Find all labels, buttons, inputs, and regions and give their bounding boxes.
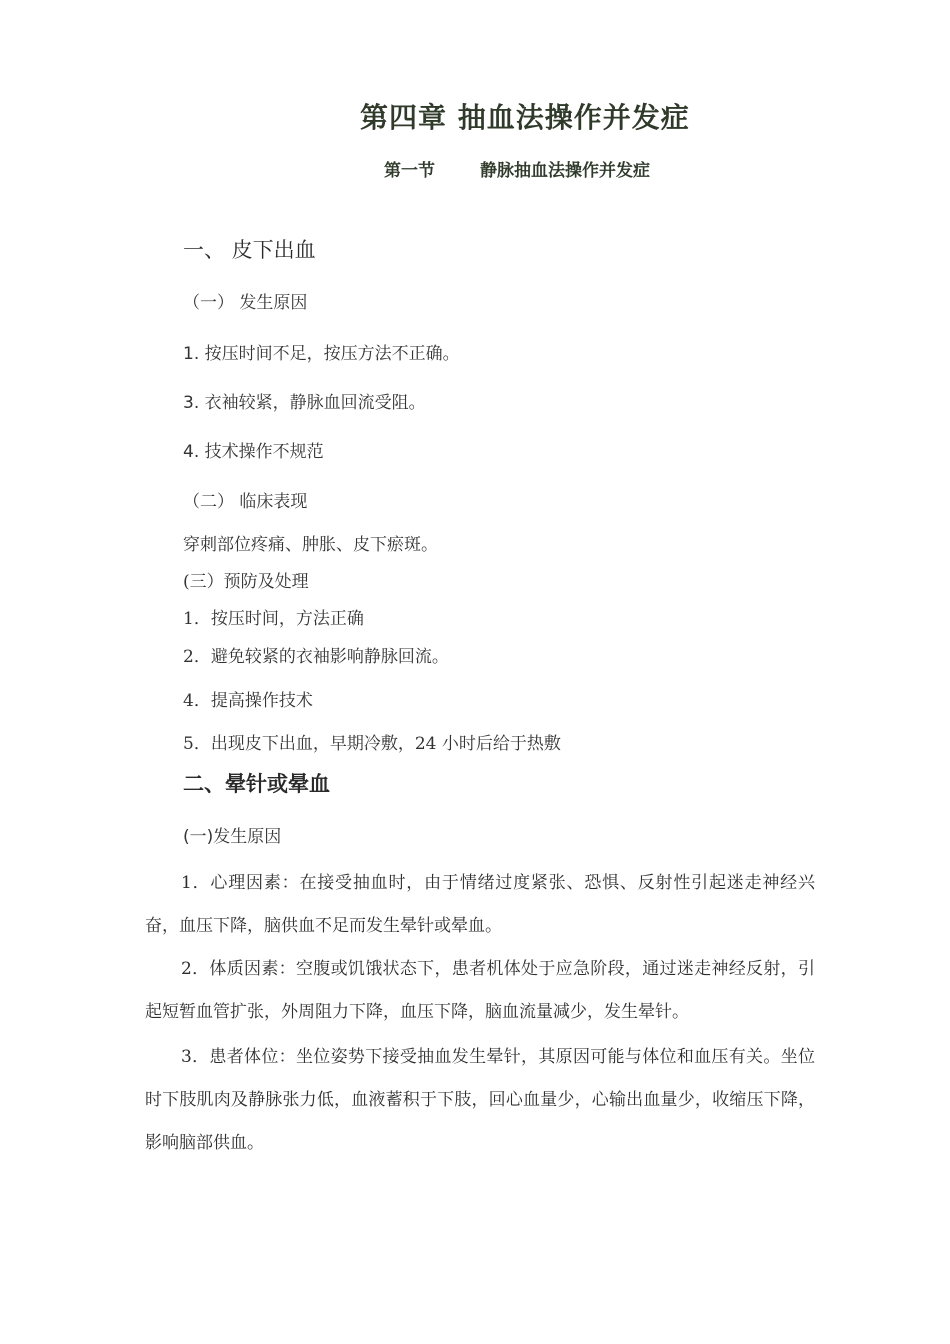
part1-prevention-item: 4．提高操作技术 <box>183 691 313 711</box>
part2-paragraph: 3．患者体位：坐位姿势下接受抽血发生晕针，其原因可能与体位和血压有关。坐位时下肢肌肉及静脉张力低，血液蓄积于下肢，回心血量少，心输出血量少，收缩压下降，影响脑部供血。 <box>145 1047 815 1153</box>
part1-causes-heading: （一） 发生原因 <box>183 293 308 313</box>
part2-causes-heading: (一)发生原因 <box>183 827 282 847</box>
part1-prevention-item: 2．避免较紧的衣袖影响静脉回流。 <box>183 647 449 667</box>
part1-cause-item: 3. 衣袖较紧，静脉血回流受阻。 <box>183 393 426 413</box>
part1-symptoms-text: 穿刺部位疼痛、肿胀、皮下瘀斑。 <box>183 535 438 555</box>
part1-prevention-heading: (三）预防及处理 <box>183 572 309 592</box>
part2-heading: 二、晕针或晕血 <box>183 772 330 796</box>
part1-prevention-item: 1．按压时间，方法正确 <box>183 609 364 629</box>
part2-paragraph: 1．心理因素：在接受抽血时，由于情绪过度紧张、恐惧、反射性引起迷走神经兴奋，血压下降，脑供血不足而发生晕针或晕血。 <box>145 873 815 936</box>
part1-cause-item: 4. 技术操作不规范 <box>183 442 324 462</box>
part1-heading: 一、 皮下出血 <box>183 238 316 262</box>
section-title: 静脉抽血法操作并发症 <box>480 161 650 181</box>
section-number: 第一节 <box>384 161 435 181</box>
part1-symptoms-heading: （二） 临床表现 <box>183 492 308 512</box>
part2-paragraph: 2．体质因素：空腹或饥饿状态下，患者机体处于应急阶段，通过迷走神经反射，引起短暂血管扩张，外周阻力下降，血压下降，脑血流量减少，发生晕针。 <box>145 959 815 1022</box>
part1-prevention-item: 5．出现皮下出血，早期冷敷，24 小时后给于热敷 <box>183 734 561 754</box>
part1-cause-item: 1. 按压时间不足，按压方法不正确。 <box>183 344 460 364</box>
chapter-title: 第四章 抽血法操作并发症 <box>360 101 690 134</box>
